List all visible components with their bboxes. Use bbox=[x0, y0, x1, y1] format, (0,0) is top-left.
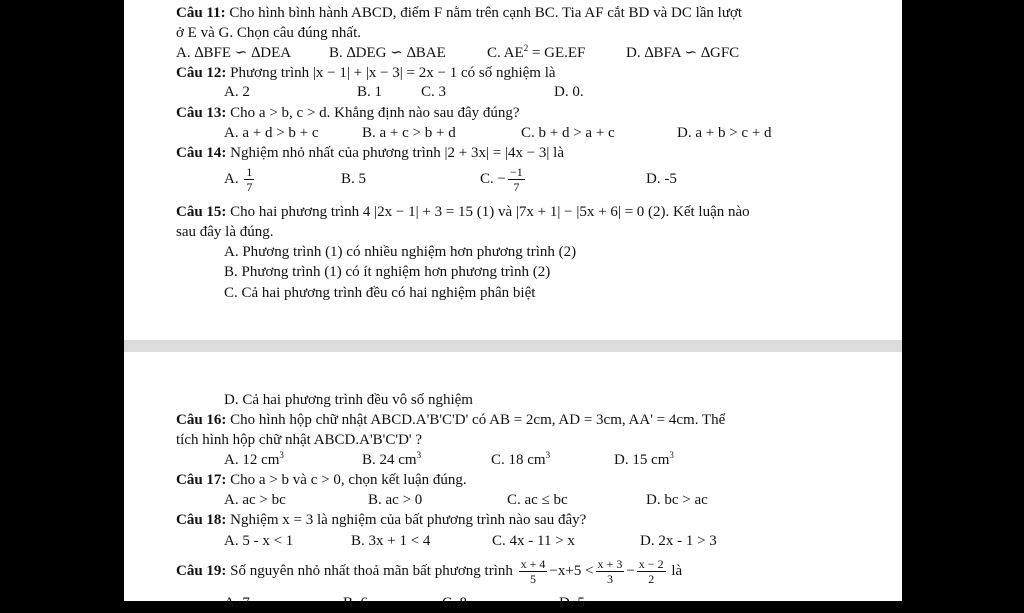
question-text: Nghiệm nhỏ nhất của phương trình |2 + 3x| = |4x − 3| là bbox=[226, 145, 564, 161]
question-label: Câu 15: bbox=[176, 204, 227, 220]
option-c: C. − $\frac{-1}{7}$ bbox=[480, 165, 523, 195]
question-13-options bbox=[124, 123, 902, 143]
question-16-cont bbox=[124, 430, 902, 450]
option-a: A. ac > bc bbox=[224, 492, 286, 508]
option-c: C. $AE^2 = GE.EF$ bbox=[487, 43, 586, 61]
question-text: Cho a > b và c > 0, chọn kết luận đúng. bbox=[226, 472, 467, 488]
option-d: D. 2x - 1 > 3 bbox=[640, 533, 717, 549]
question-15-cont bbox=[124, 222, 902, 242]
question-18-options bbox=[124, 531, 902, 551]
question-14-options bbox=[124, 164, 902, 194]
option-b: B. ac > 0 bbox=[368, 492, 423, 508]
question-11-cont bbox=[124, 23, 902, 43]
option-c: C. 4x - 11 > x bbox=[492, 533, 575, 549]
question-15-option-b bbox=[124, 262, 902, 282]
question-text: Cho hình hộp chữ nhật ABCD.A'B'C'D' có AB = 2cm, AD = 3cm, AA' = 4cm. Thể bbox=[226, 412, 726, 428]
question-12-options bbox=[124, 82, 902, 102]
question-15 bbox=[124, 202, 902, 222]
option-b: B. Phương trình (1) có ít nghiệm hơn phương trình (2) bbox=[224, 264, 551, 280]
option-d: D. 15 $cm^3$ bbox=[614, 450, 674, 468]
question-16-options bbox=[124, 450, 902, 470]
question-label: Câu 12: bbox=[176, 65, 227, 81]
option-c: C. ac ≤ bc bbox=[507, 492, 568, 508]
option-b: B. 1 bbox=[357, 84, 383, 100]
question-text: Cho a > b, c > d. Khẳng định nào sau đây đúng? bbox=[226, 105, 520, 121]
question-label: Câu 17: bbox=[176, 472, 227, 488]
fraction: $\frac{1}{7}$ bbox=[246, 165, 253, 195]
fraction: $\frac{-1}{7}$ bbox=[509, 165, 523, 195]
option-d: D. bc > ac bbox=[646, 492, 708, 508]
question-15-option-a bbox=[124, 242, 902, 262]
option-a: A. ∆BFE ∽ ∆DEA bbox=[176, 45, 292, 61]
question-11-options bbox=[124, 43, 902, 63]
option-a: A. Phương trình (1) có nhiều nghiệm hơn phương trình (2) bbox=[224, 244, 577, 260]
question-label: Câu 11: bbox=[176, 5, 226, 21]
question-15-option-d bbox=[124, 390, 902, 410]
option-a: A. $\frac{1}{7}$ bbox=[224, 165, 253, 195]
question-18 bbox=[124, 510, 902, 530]
option-c: C. Cả hai phương trình đều có hai nghiệm phân biệt bbox=[224, 285, 536, 301]
option-a: A. 5 - x < 1 bbox=[224, 533, 294, 549]
option-d: D. ∆BFA ∽ ∆GFC bbox=[626, 45, 740, 61]
option-d: D. 0. bbox=[554, 84, 584, 100]
option-b: B. 6 bbox=[343, 595, 369, 611]
question-14 bbox=[124, 143, 902, 163]
question-label: Câu 18: bbox=[176, 512, 227, 528]
question-text-cont: tích hình hộp chữ nhật ABCD.A'B'C'D' ? bbox=[176, 432, 423, 448]
question-15-option-c bbox=[124, 283, 902, 303]
question-12 bbox=[124, 63, 902, 83]
option-c: C. b + d > a + c bbox=[521, 125, 615, 141]
option-d: D. 5 bbox=[559, 595, 585, 611]
question-19-options bbox=[124, 593, 902, 613]
question-17-options bbox=[124, 490, 902, 510]
question-19: Câu 19: Số nguyên nhỏ nhất thoả mãn bất phương trình $\frac{x + 4}{5}$ −x+5 < $\frac{x + 3}{3}$ − $\frac{x - 2}{2}$ là bbox=[176, 557, 683, 587]
option-c: C. 18 $cm^3$ bbox=[491, 450, 551, 468]
document-page-2 bbox=[124, 352, 902, 611]
fraction: $\frac{x - 2}{2}$ bbox=[638, 557, 664, 587]
question-text-cont: sau đây là đúng. bbox=[176, 224, 274, 240]
option-c: C. 8 bbox=[442, 595, 468, 611]
option-d: D. Cả hai phương trình đều vô số nghiệm bbox=[224, 392, 473, 408]
option-b: B. 5 bbox=[341, 171, 367, 187]
option-a: A. a + d > b + c bbox=[224, 125, 319, 141]
option-c: C. 3 bbox=[421, 84, 447, 100]
question-label: Câu 14: bbox=[176, 145, 227, 161]
document-page-1 bbox=[124, 0, 902, 340]
option-d: D. -5 bbox=[646, 171, 677, 187]
question-text: Cho hình bình hành ABCD, điểm F nằm trên cạnh BC. Tia AF cắt BD và DC lần lượt bbox=[225, 5, 743, 21]
option-a: A. 2 bbox=[224, 84, 250, 100]
question-13 bbox=[124, 103, 902, 123]
option-d: D. a + b > c + d bbox=[677, 125, 772, 141]
question-text: Cho hai phương trình 4 |2x − 1| + 3 = 15 (1) và |7x + 1| − |5x + 6| = 0 (2). Kết luận nào bbox=[226, 204, 750, 220]
option-b: B. 3x + 1 < 4 bbox=[351, 533, 431, 549]
question-label: Câu 13: bbox=[176, 105, 227, 121]
question-text-cont: ở E và G. Chọn câu đúng nhất. bbox=[176, 25, 361, 41]
question-text: Số nguyên nhỏ nhất thoả mãn bất phương trình bbox=[226, 563, 513, 579]
fraction: $\frac{x + 4}{5}$ bbox=[520, 557, 546, 587]
question-11 bbox=[124, 3, 902, 23]
option-b: B. 24 $cm^3$ bbox=[362, 450, 422, 468]
question-text: Nghiệm x = 3 là nghiệm của bất phương trình nào sau đây? bbox=[226, 512, 587, 528]
page-break bbox=[124, 340, 902, 352]
option-b: B. ∆DEG ∽ ∆BAE bbox=[329, 45, 446, 61]
question-17 bbox=[124, 470, 902, 490]
question-label: Câu 16: bbox=[176, 412, 227, 428]
fraction: $\frac{x + 3}{3}$ bbox=[597, 557, 623, 587]
question-label: Câu 19: bbox=[176, 563, 227, 579]
question-text: Phương trình |x − 1| + |x − 3| = 2x − 1 có số nghiệm là bbox=[226, 65, 556, 81]
option-a: A. 12 $cm^3$ bbox=[224, 450, 284, 468]
option-b: B. a + c > b + d bbox=[362, 125, 456, 141]
question-16 bbox=[124, 410, 902, 430]
option-a: A. 7 bbox=[224, 595, 250, 611]
